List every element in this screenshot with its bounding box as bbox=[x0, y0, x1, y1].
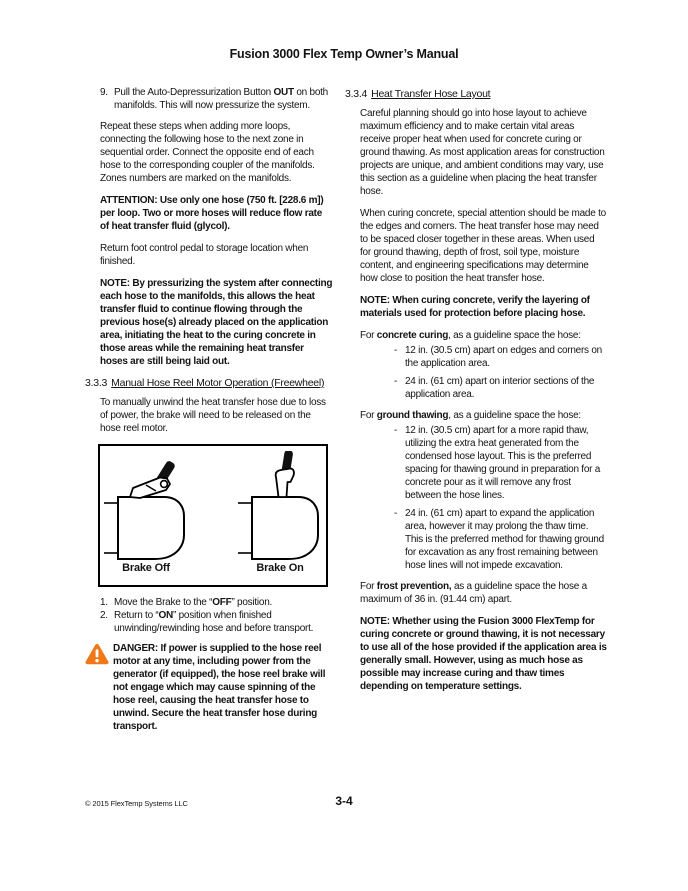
brake-on-label: Brake On bbox=[256, 562, 304, 574]
brake-lever-off-icon bbox=[130, 460, 176, 498]
step-text-pre: Pull the Auto-Depressurization Button bbox=[114, 87, 274, 98]
brake-off-drawing bbox=[104, 451, 188, 561]
frost-prevention-paragraph bbox=[360, 580, 607, 606]
brake-lever-on-icon bbox=[276, 451, 294, 497]
brake-figure bbox=[98, 444, 328, 587]
thawing-bullet-1 bbox=[394, 424, 607, 502]
lead-post: , as a guideline space the hose: bbox=[448, 330, 581, 341]
lead-pre: For bbox=[360, 581, 377, 592]
concrete-bullet-2 bbox=[394, 375, 607, 401]
section-heading-334 bbox=[345, 88, 607, 101]
step-number: 2. bbox=[100, 610, 108, 621]
page-number: 3-4 bbox=[335, 794, 353, 808]
lead-bold: frost prevention, bbox=[376, 581, 452, 592]
bullet-text: 24 in. (61 cm) apart on interior sections of the application area. bbox=[405, 376, 595, 400]
note-layering-paragraph: NOTE: When curing concrete, verify the layering of materials used for protection before placing hose. bbox=[360, 295, 590, 319]
step-text bbox=[114, 86, 333, 112]
section-number: 3.3.3 bbox=[85, 377, 108, 389]
step-text-bold: OFF bbox=[212, 597, 232, 608]
danger-paragraph: DANGER: If power is supplied to the hose reel motor at any time, including power from the generator (if equipped), the hose reel brake will not engage which may cause spinning of the hose reel, causing the heat transfer hose to unwind. Secure the heat transfer hose during transport. bbox=[113, 643, 326, 732]
footer-copyright: © 2015 FlexTemp Systems LLC bbox=[85, 799, 188, 808]
bullet-dash: - bbox=[394, 376, 398, 387]
step-text-bold: OUT bbox=[273, 87, 294, 98]
bullet-text: 12 in. (30.5 cm) apart on edges and corners on the application area. bbox=[405, 345, 602, 369]
bullet-dash: - bbox=[394, 508, 398, 519]
note-hose-usage-paragraph: NOTE: Whether using the Fusion 3000 FlexTemp for curing concrete or ground thawing, it is not necessary to use all of the hose provided if the application area is generally small. However, using as much hose as possible may increase curing and thaw times depending on temperature settings. bbox=[360, 616, 607, 692]
warning-triangle-icon bbox=[85, 642, 110, 733]
step-text bbox=[114, 609, 333, 635]
concrete-curing-lead bbox=[360, 329, 607, 342]
section-title: Heat Transfer Hose Layout bbox=[371, 88, 491, 100]
step-number: 9. bbox=[100, 87, 108, 98]
lead-bold: concrete curing bbox=[376, 330, 449, 341]
step-text-bold: ON bbox=[158, 610, 173, 621]
curing-attention-paragraph: When curing concrete, special attention should be made to the edges and corners. The heat transfer hose may need to be spaced closer together in these areas. When used for ground thawing, depth of frost, soil type, moisture content, and engineering specifications may determine how close to position the heat transfer hose. bbox=[360, 208, 606, 284]
brake-off-item bbox=[104, 451, 188, 585]
brake-on-drawing bbox=[238, 451, 322, 561]
lead-bold: ground thawing bbox=[376, 410, 449, 421]
step-text-post: on both manifolds. This will now pressurize the system. bbox=[114, 87, 328, 111]
lead-post: as a guideline space the hose a maximum of 36 in. (91.44 cm) apart. bbox=[360, 581, 587, 605]
thawing-bullet-2 bbox=[394, 507, 607, 572]
page-title: Fusion 3000 Flex Temp Owner’s Manual bbox=[229, 47, 459, 61]
left-column bbox=[85, 86, 333, 733]
step-number: 1. bbox=[100, 597, 108, 608]
hose-reel-housing bbox=[118, 497, 184, 559]
step-text bbox=[114, 596, 333, 609]
numbered-step-9 bbox=[100, 86, 333, 112]
step-text-pre: Return to “ bbox=[114, 610, 159, 621]
bullet-dash: - bbox=[394, 345, 398, 356]
numbered-step-1 bbox=[100, 596, 333, 609]
lead-pre: For bbox=[360, 410, 377, 421]
hose-reel-housing bbox=[252, 497, 318, 559]
concrete-bullet-1 bbox=[394, 344, 607, 370]
section-title: Manual Hose Reel Motor Operation (Freewheel) bbox=[111, 377, 325, 389]
brake-off-label: Brake Off bbox=[122, 562, 170, 574]
step-text-pre: Move the Brake to the “ bbox=[114, 597, 213, 608]
step-text-post: ” position when finished unwinding/rewinding hose and before transport. bbox=[114, 610, 314, 634]
section-heading-333 bbox=[85, 377, 333, 390]
repeat-paragraph: Repeat these steps when adding more loops, connecting the following hose to the next zone in sequential order. Connect the opposite end of each hose to the corresponding coupler of the manifolds. Zones numbers are marked on the manifolds. bbox=[100, 121, 315, 184]
lead-pre: For bbox=[360, 330, 377, 341]
bullet-dash: - bbox=[394, 425, 398, 436]
attention-paragraph: ATTENTION: Use only one hose (750 ft. [228.6 m]) per loop. Two or more hoses will reduce flow rate of heat transfer fluid (glycol). bbox=[100, 195, 324, 232]
note-pressurizing-paragraph: NOTE: By pressurizing the system after connecting each hose to the manifolds, this allows the heat transfer fluid to continue flowing through the previous hose(s) already placed on the application area, initiating the heat to the curing concrete in those areas while the remaining heat transfer hoses are still being laid out. bbox=[100, 278, 333, 367]
danger-block bbox=[85, 642, 333, 733]
section-number: 3.3.4 bbox=[345, 88, 368, 100]
lead-post: , as a guideline space the hose: bbox=[448, 410, 581, 421]
ground-thawing-lead bbox=[360, 409, 607, 422]
return-pedal-paragraph: Return foot control pedal to storage location when finished. bbox=[100, 243, 309, 267]
two-column-layout bbox=[85, 86, 607, 733]
right-column bbox=[345, 86, 607, 733]
section-intro-paragraph: To manually unwind the heat transfer hose due to loss of power, the brake will need to be released on the hose reel motor. bbox=[100, 397, 326, 434]
step-text-post: ” position. bbox=[231, 597, 273, 608]
bullet-text: 24 in. (61 cm) apart to expand the application area, however it may prolong the thaw time. This is the preferred method for thawing ground for excavation as any frost remaining between hose lines will not impede excavation. bbox=[405, 508, 604, 571]
numbered-step-2 bbox=[100, 609, 333, 635]
layout-planning-paragraph: Careful planning should go into hose layout to achieve maximum efficiency and to make certain vital areas receive proper heat when used for concrete curing or ground thawing. As most application areas for construction projects are unique, and ambient conditions may vary, use this section as a guideline when placing the heat transfer hose. bbox=[360, 108, 605, 197]
brake-on-item bbox=[238, 451, 322, 585]
bullet-text: 12 in. (30.5 cm) apart for a more rapid thaw, utilizing the extra heat generated from the condensed hose layout. This is the preferred spacing for thawing ground in preparation for a concrete pour as it will remove any frost between the hose lines. bbox=[405, 425, 601, 501]
